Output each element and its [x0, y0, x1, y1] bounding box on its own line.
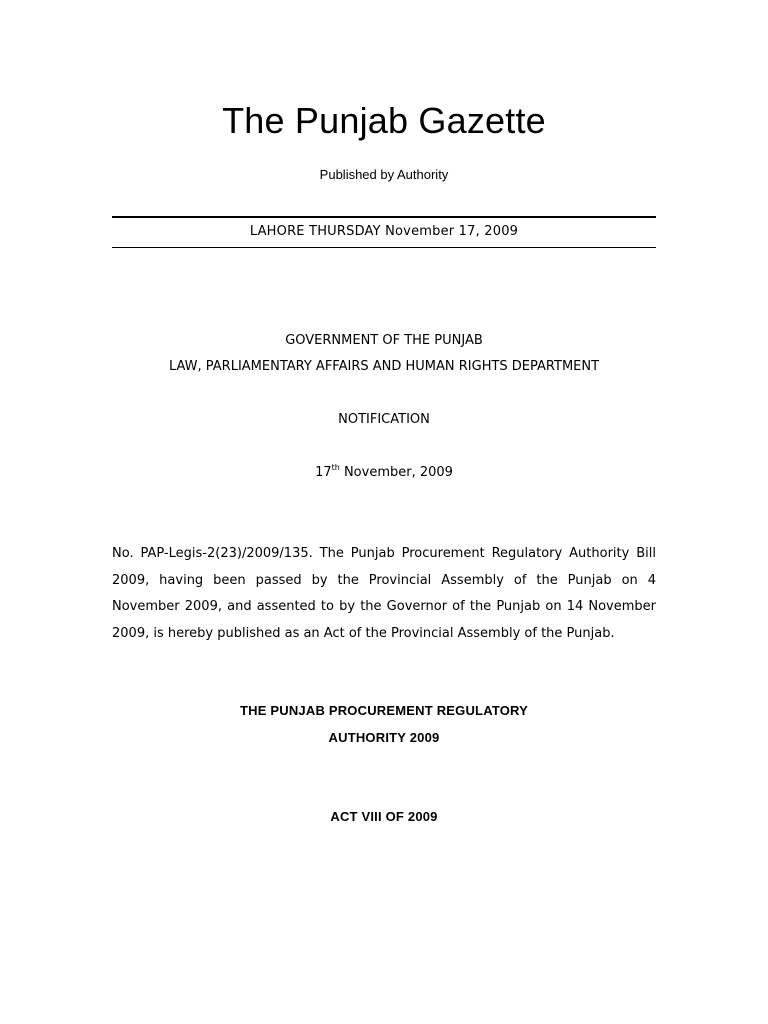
- gazette-subtitle: Published by Authority: [319, 167, 449, 182]
- bottom-divider: [112, 247, 656, 248]
- gazette-title: The Punjab Gazette: [222, 100, 546, 141]
- act-number: ACT VIII OF 2009: [330, 809, 438, 824]
- dateline: LAHORE THURSDAY November 17, 2009: [249, 224, 519, 239]
- department-heading: LAW, PARLIAMENTARY AFFAIRS AND HUMAN RIGHTS DEPARTMENT: [168, 359, 600, 374]
- act-title-line-2: AUTHORITY 2009: [328, 730, 440, 745]
- notification-heading: NOTIFICATION: [338, 412, 430, 427]
- act-title-line-1: THE PUNJAB PROCUREMENT REGULATORY: [239, 703, 529, 718]
- government-heading: GOVERNMENT OF THE PUNJAB: [285, 333, 483, 348]
- notification-date: [0, 465, 768, 480]
- notification-paragraph: No. PAP-Legis-2(23)/2009/135. The Punjab Procurement Regulatory Authority Bill 2009, having been passed by the Provincial Assembly of the Punjab on 4 November 2009, and assented to by the Governor of the Punjab on 14 November 2009, is hereby published as an Act of the Provincial Assembly of the Punjab.: [112, 546, 656, 641]
- top-divider: [112, 216, 656, 218]
- date-day: 17: [315, 465, 332, 480]
- date-suffix: th: [331, 463, 340, 472]
- date-rest: November, 2009: [339, 465, 453, 480]
